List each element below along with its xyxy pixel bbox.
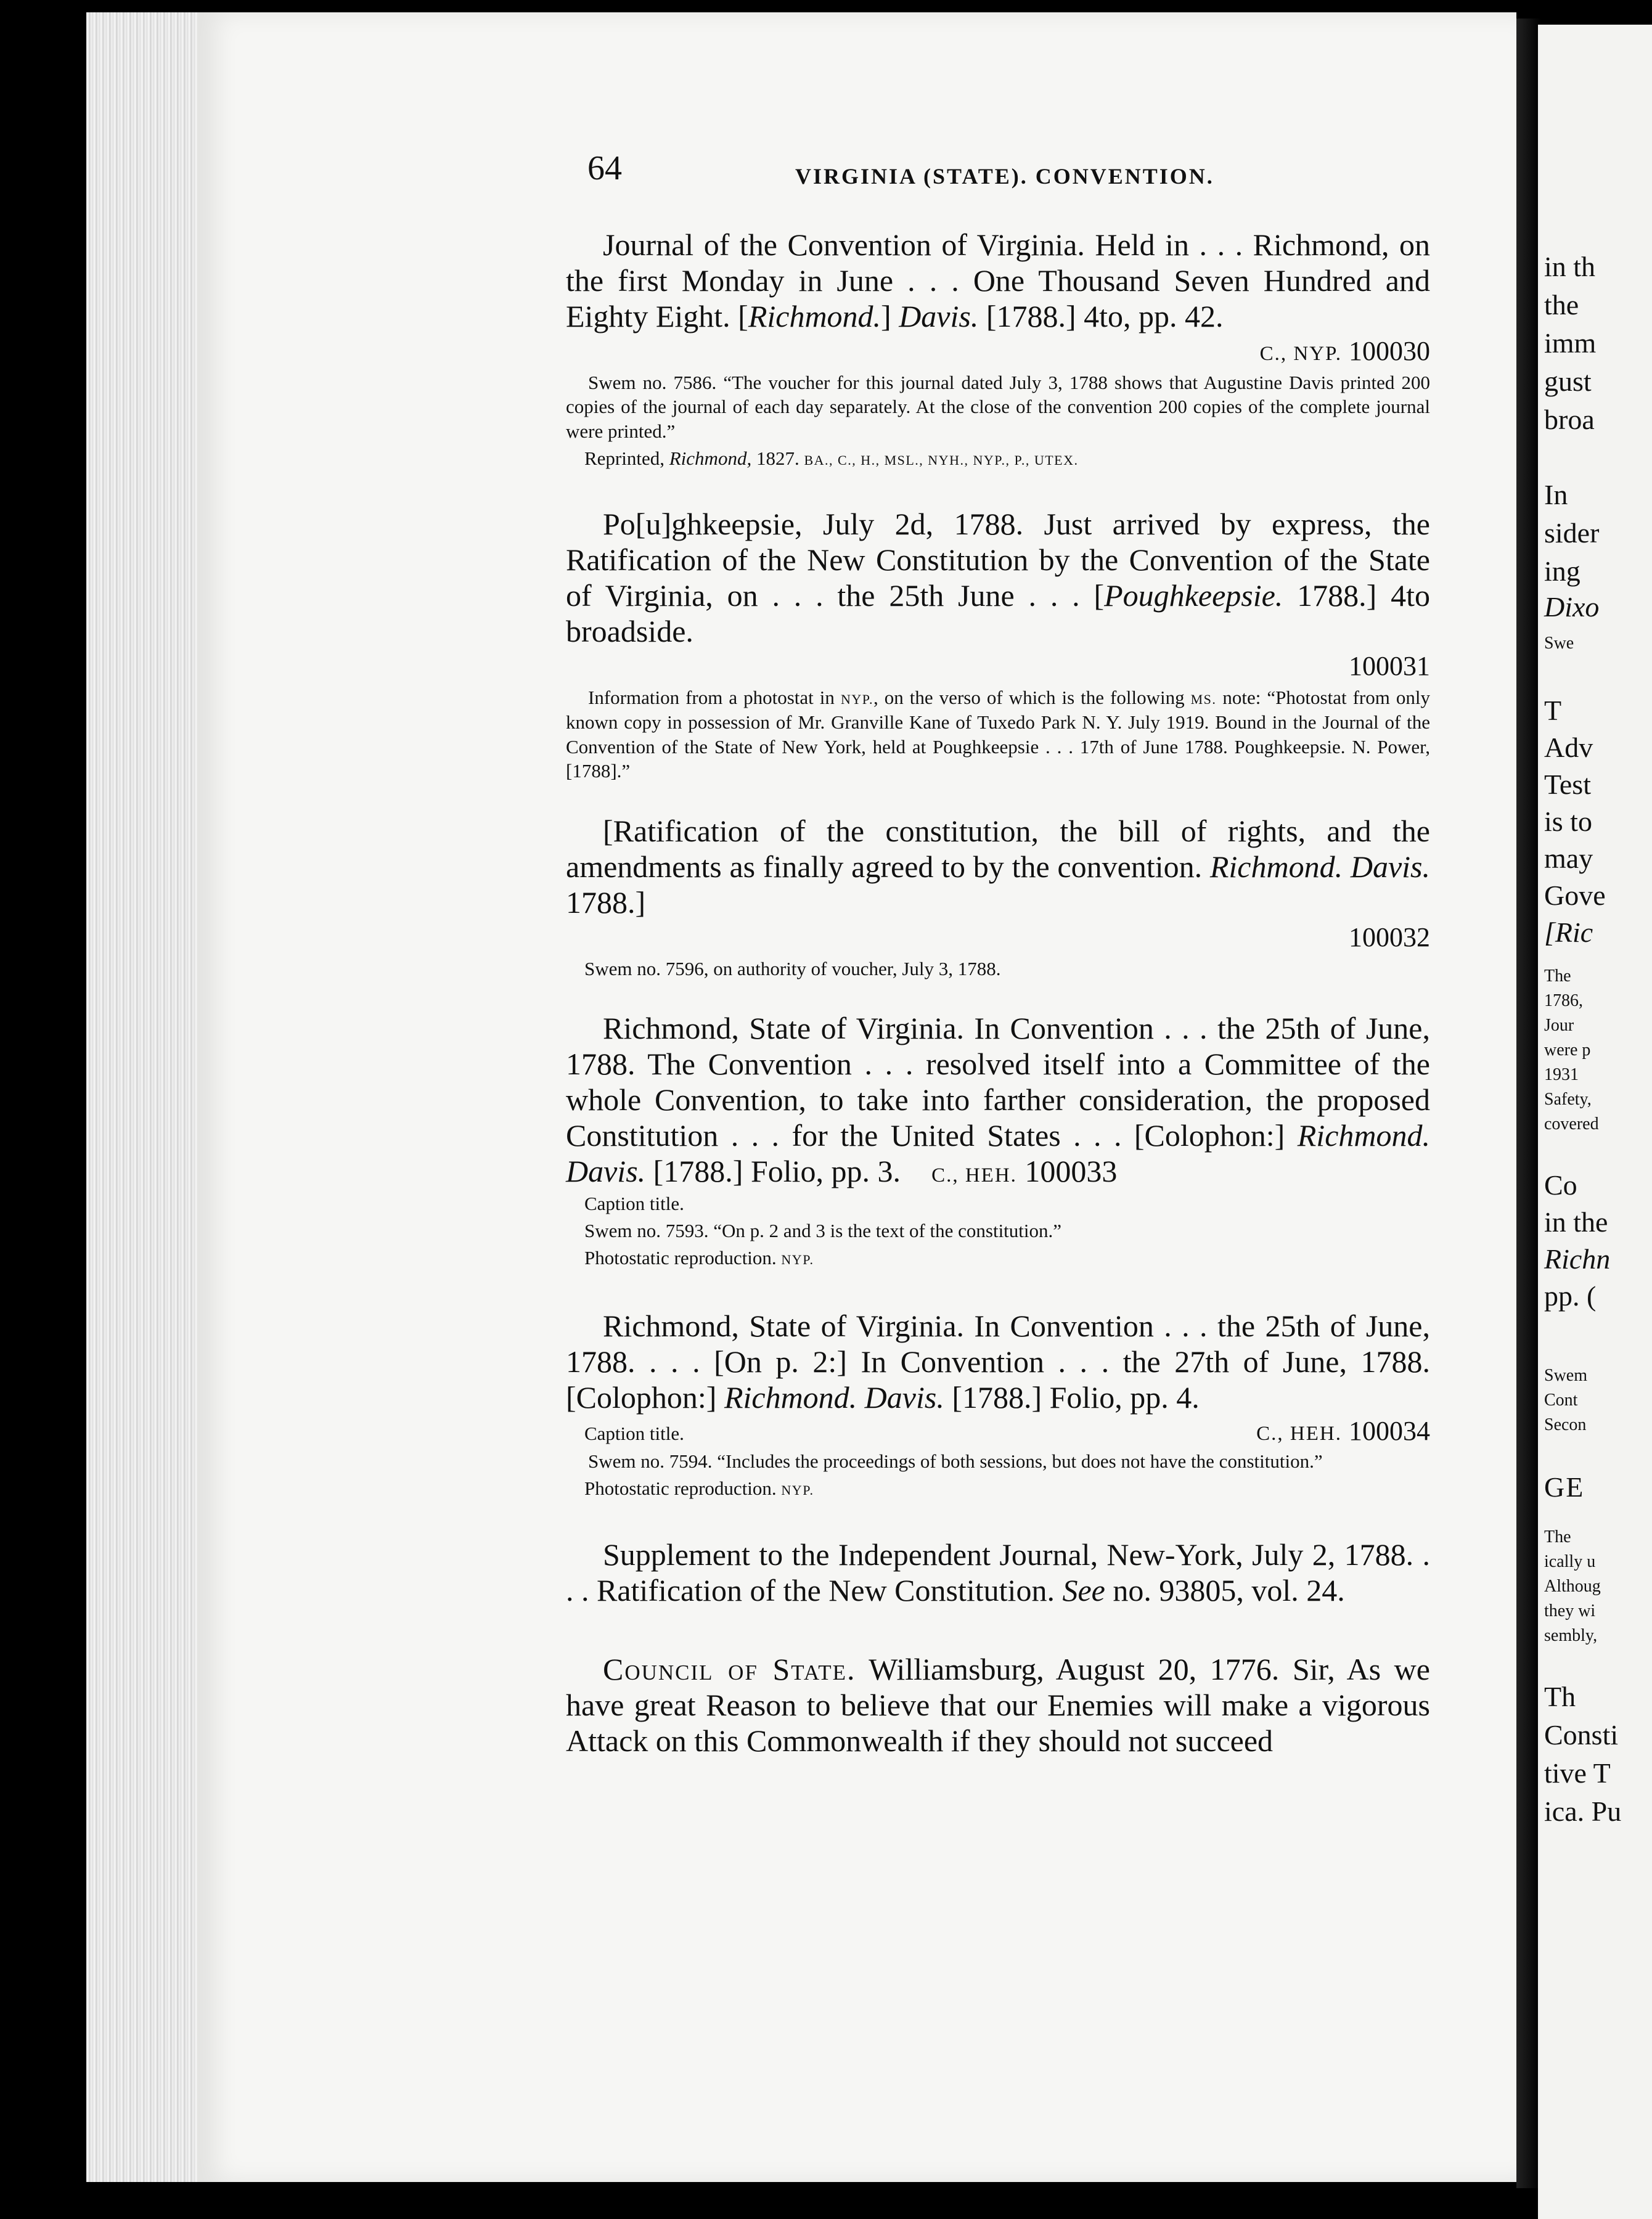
facing-fragment: Althoug [1544,1577,1601,1596]
entry-meta: C., NYP. 100030 [1259,336,1430,366]
facing-fragment: The [1544,1527,1571,1547]
entry-note: Swem no. 7594. “Includes the proceedings of both sessions, but does not have the constitution.” [588,1450,1323,1473]
facing-fragment: Co [1544,1169,1577,1201]
facing-fragment: 1931 [1544,1065,1579,1084]
entry-note: Photostatic reproduction. NYP. [584,1246,814,1269]
entry [566,227,1430,470]
facing-fragment: Safety, [1544,1090,1592,1109]
page-number: 64 [587,149,622,187]
entry-note: Photostatic reproduction. NYP. [584,1477,814,1500]
entry-title: Po[u]ghkeepsie, July 2d, 1788. Just arrived by express, the Ratification of the New Constitution by the Convention of the State of Virginia, on . . . the 25th June . . . [Poughkeepsie. 1788.] 4to broadside. [566,507,1431,649]
facing-fragment: imm [1544,327,1597,359]
facing-fragment: Secon [1544,1415,1587,1434]
facing-fragment: Gove [1544,880,1606,911]
entry-heading: Council of State. [603,1651,856,1686]
entry-note: Reprinted, Richmond, 1827. BA., C., H., MSL., NYH., NYP., P., UTEX. [584,447,1079,469]
facing-fragment: is to [1544,806,1592,837]
bibliography-column [566,227,1430,1759]
entry [566,1537,1430,1608]
facing-fragment: gust [1544,366,1592,397]
entry [566,1010,1430,1270]
caption-note: Caption title. [584,1423,684,1445]
facing-fragment: Test [1544,769,1591,800]
entry [566,506,1430,783]
entry-title: Richmond, State of Virginia. In Convention . . . the 25th of June, 1788. . . . [On p. 2:] In Convention . . . the 27th of June, 1788. [Colophon:] Richmond. Davis. [1788.] Folio, pp. 4. [566,1309,1430,1415]
entry-note: Information from a photostat in NYP., on the verso of which is the following MS. note: “Photostat from only known copy in possession of Mr. Granville Kane of Tuxedo Park N. Y. July 1919. Bound in the Journal of the Convention of the State of New York, held at Poughkeepsie . . . 17th of June 1788. Poughkeepsie. N. Power, [1788].” [566,687,1430,782]
facing-fragment: tive T [1544,1757,1611,1789]
entry-note: Caption title. [584,1193,684,1215]
facing-fragment: Consti [1544,1719,1619,1751]
book-gutter [1516,18,1541,2188]
facing-fragment: pp. ( [1544,1280,1597,1312]
entry-meta [566,1415,1430,1447]
entry-note: Swem no. 7596, on authority of voucher, July 3, 1788. [584,957,1001,979]
facing-fragment: Th [1544,1681,1576,1712]
facing-fragment: the [1544,289,1579,321]
entry-number: 100031 [1349,651,1430,682]
entry-number: C., HEH. 100034 [1256,1416,1430,1447]
entry-note: Swem no. 7593. “On p. 2 and 3 is the text of the constitution.” [584,1220,1062,1242]
facing-fragment: Adv [1544,732,1593,763]
entry-number: 100032 [1349,922,1430,952]
facing-fragment: may [1544,843,1593,874]
facing-fragment: were p [1544,1040,1591,1060]
entry-title: Journal of the Convention of Virginia. Held in . . . Richmond, on the first Monday in June . . . One Thousand Seven Hundred and Eighty Eight. [Richmond.] Davis. [1788.] 4to, pp. 42. [566,227,1430,333]
facing-fragment: Swem [1544,1366,1587,1385]
facing-fragment: Jour [1544,1016,1574,1035]
facing-fragment: T [1544,695,1562,726]
entry-title: [Ratification of the constitution, the bill of rights, and the amendments as finally agreed to by the convention. Richmond. Davis. 1788.] [566,813,1431,920]
running-title: VIRGINIA (STATE). CONVENTION. [795,164,1214,189]
page-edge [86,12,197,2182]
entry-title: Council of State. Williamsburg, August 20, 1776. Sir, As we have great Reason to believe that our Enemies will make a vigorous Attack on this Commonwealth if they should not succeed [566,1651,1430,1758]
entry-note: Swem no. 7586. “The voucher for this journal dated July 3, 1788 shows that Augustine Davis printed 200 copies of the journal of each day separately. At the close of the convention 200 copies of the complete journal were printed.” [566,371,1430,443]
facing-fragment: The [1544,966,1571,986]
entry [566,813,1430,981]
facing-fragment: ically u [1544,1552,1596,1571]
entry [566,1308,1430,1500]
facing-fragment: In [1544,479,1568,510]
facing-fragment: Richn [1544,1243,1611,1275]
facing-fragment: ica. Pu [1544,1796,1622,1827]
facing-page [1538,25,1652,2219]
facing-fragment: Swe [1544,634,1574,653]
facing-fragment: ing [1544,555,1580,587]
facing-fragment: broa [1544,404,1595,435]
facing-fragment: covered [1544,1114,1599,1134]
facing-fragment: in the [1544,1206,1608,1238]
facing-fragment: in th [1544,251,1596,282]
entry-title: Richmond, State of Virginia. In Convention . . . the 25th of June, 1788. The Convention . . . resolved itself into a Committee of the whole Convention, to take into farther consideration, the proposed Constitution . . . for the United States . . . [Colophon:] Richmond. Davis. [1788.] Folio, pp. 3. C., HEH. 100033 [566,1011,1430,1189]
facing-fragment: GE [1544,1471,1585,1503]
facing-fragment: 1786, [1544,991,1583,1010]
facing-fragment: [Ric [1544,917,1593,948]
facing-fragment: sider [1544,517,1600,549]
facing-fragment: Cont [1544,1391,1578,1410]
facing-fragment: sembly, [1544,1626,1598,1645]
facing-fragment: Dixo [1544,591,1600,623]
entry [566,1651,1430,1759]
entry-title: Supplement to the Independent Journal, New-York, July 2, 1788. . . . Ratification of the New Constitution. See no. 93805, vol. 24. [566,1537,1430,1608]
facing-fragment: they wi [1544,1601,1596,1620]
